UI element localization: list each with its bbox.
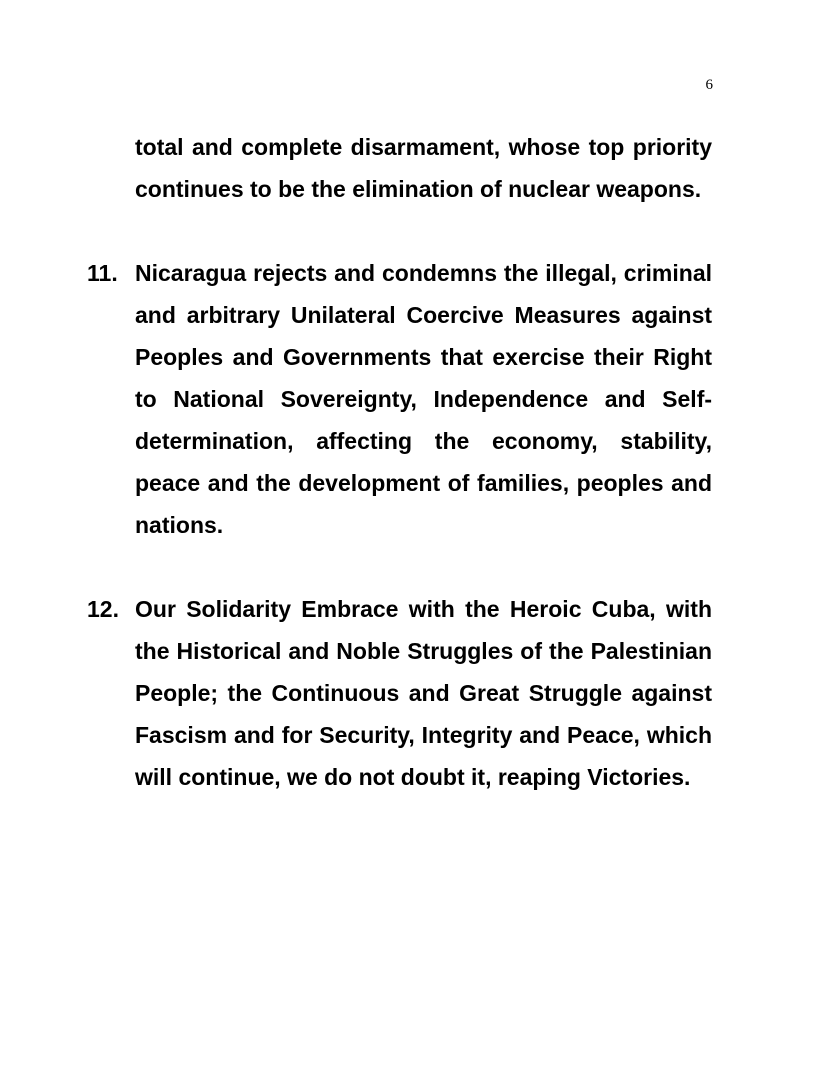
text-line: Palestinian People; the Continuous and Great xyxy=(135,638,713,706)
text-line: with the Historical and Noble Struggles of the xyxy=(135,596,712,664)
item-paragraph xyxy=(135,252,712,546)
page-number: 6 xyxy=(705,77,713,93)
item-paragraph xyxy=(135,588,712,798)
text-line: total and complete disarmament, whose top xyxy=(135,134,625,160)
item-number: 12. xyxy=(87,596,119,622)
item-number: 11. xyxy=(87,260,118,286)
text-line: weapons. xyxy=(596,176,702,202)
text-line: not doubt it, reaping Victories. xyxy=(358,764,691,790)
document-body xyxy=(87,126,713,798)
text-line: development of families, peoples and nations. xyxy=(135,470,713,538)
text-line: exercise their Right to National Sovereignty, xyxy=(135,344,713,412)
continuation-paragraph xyxy=(135,126,712,210)
text-line: Measures against Peoples and Governments that xyxy=(135,302,713,370)
text-line: Struggle against Fascism and for Security, xyxy=(135,680,712,748)
text-line: the economy, stability, peace and the xyxy=(135,428,712,496)
text-line: Our Solidarity Embrace with the Heroic Cuba, xyxy=(135,596,656,622)
text-line: priority continues to be the elimination of nuclear xyxy=(135,134,713,202)
text-line: Integrity and Peace, which will continue, we do xyxy=(135,722,713,790)
text-line: criminal and arbitrary Unilateral Coercive xyxy=(135,260,713,328)
text-line: Nicaragua rejects and condemns the illegal, xyxy=(135,260,617,286)
text-line: Independence and Self-determination, affecting xyxy=(135,386,713,454)
list-item-11 xyxy=(87,252,713,546)
list-item-12 xyxy=(87,588,713,798)
